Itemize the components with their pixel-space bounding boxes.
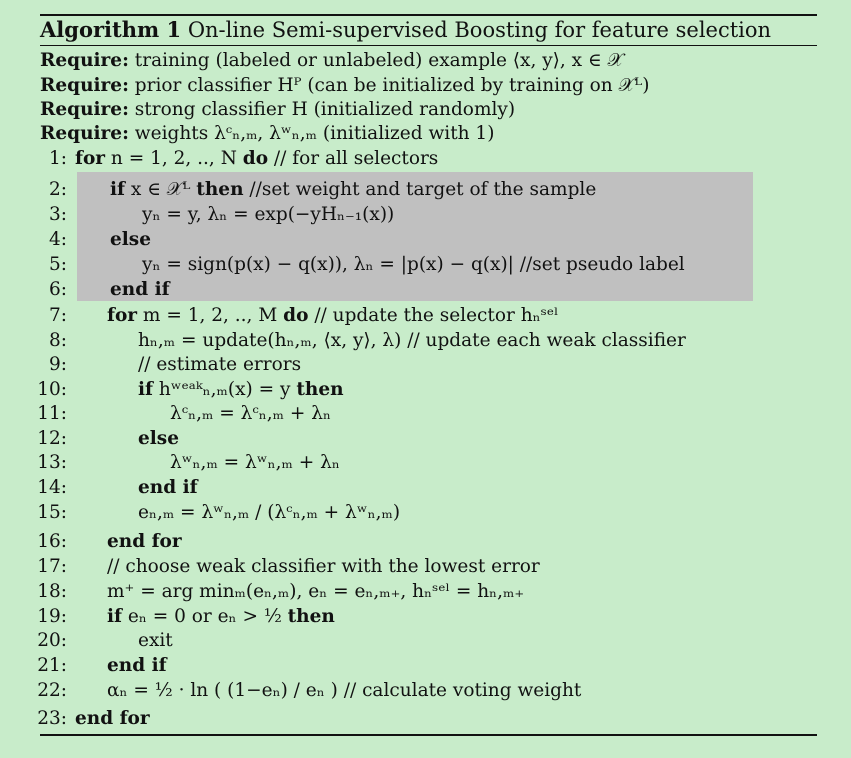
line-code	[138, 328, 686, 353]
algorithm-line	[0, 706, 851, 731]
line-code	[107, 604, 335, 629]
algorithm-line	[0, 177, 851, 202]
algorithm-title-text: On-line Semi-supervised Boosting for feature selection	[187, 18, 772, 42]
keyword: if	[110, 179, 125, 200]
line-code	[138, 628, 173, 653]
statement-text: yₙ = sign(p(x) − q(x)), λₙ = |p(x) − q(x)| //set pseudo label	[142, 254, 685, 275]
line-number: 5:	[48, 254, 67, 275]
keyword: end for	[75, 708, 150, 729]
line-code	[138, 352, 301, 377]
algorithm-line	[0, 401, 851, 426]
line-number: 14:	[37, 477, 67, 498]
keyword: do	[242, 148, 269, 169]
line-number: 17:	[37, 556, 67, 577]
statement-text: // estimate errors	[138, 354, 302, 375]
algorithm-line	[0, 303, 851, 328]
line-code	[107, 303, 559, 328]
require-keyword: Require:	[40, 75, 129, 96]
algorithm-line	[0, 628, 851, 653]
statement-text: m⁺ = arg minₘ(eₙ,ₘ), eₙ = eₙ,ₘ₊, hₙˢᵉˡ = hₙ,ₘ₊	[107, 581, 525, 602]
line-number: 18:	[37, 581, 67, 602]
keyword: do	[283, 305, 309, 326]
line-code	[110, 277, 170, 302]
statement-text: exit	[138, 630, 173, 651]
require-text: training (labeled or unlabeled) example ⟨x, y⟩, x ∈ 𝒳	[134, 50, 624, 71]
line-code	[107, 579, 524, 604]
line-number: 22:	[37, 680, 67, 701]
algorithm-line	[0, 529, 851, 554]
algorithm-line	[0, 579, 851, 604]
algorithm-line	[0, 450, 851, 475]
line-number: 16:	[37, 531, 67, 552]
require-keyword: Require:	[40, 123, 129, 144]
line-code	[142, 252, 685, 277]
algorithm-label: Algorithm 1	[40, 17, 182, 42]
line-number: 8:	[48, 330, 67, 351]
line-number: 1:	[48, 148, 67, 169]
require-keyword: Require:	[40, 50, 129, 71]
line-code	[170, 450, 340, 475]
line-number: 3:	[48, 204, 67, 225]
line-number: 13:	[37, 452, 67, 473]
keyword: then	[196, 179, 244, 200]
statement-text: eₙ,ₘ = λʷₙ,ₘ / (λᶜₙ,ₘ + λʷₙ,ₘ)	[138, 502, 401, 523]
line-number: 15:	[37, 502, 67, 523]
require-line	[40, 73, 649, 98]
statement-text: //set weight and target of the sample	[243, 179, 597, 200]
statement-text: // choose weak classifier with the lowest error	[107, 556, 540, 577]
statement-text: m = 1, 2, .., M	[137, 305, 284, 326]
line-number: 9:	[48, 354, 67, 375]
line-number: 23:	[37, 708, 67, 729]
keyword: then	[296, 379, 344, 400]
algorithm-line	[0, 678, 851, 703]
algorithm-title	[40, 16, 771, 44]
line-code	[107, 529, 182, 554]
line-code	[107, 653, 167, 678]
keyword: end if	[107, 655, 167, 676]
statement-text: // update the selector hₙˢᵉˡ	[308, 305, 559, 326]
keyword: end if	[138, 477, 198, 498]
keyword: if	[138, 379, 153, 400]
line-code	[138, 475, 198, 500]
line-number: 21:	[37, 655, 67, 676]
algorithm-line	[0, 252, 851, 277]
require-text: prior classifier Hᴾ (can be initialized by training on 𝒳ᴸ)	[134, 75, 650, 96]
statement-text: // for all selectors	[268, 148, 439, 169]
require-text: strong classifier H (initialized randomly)	[134, 99, 516, 120]
statement-text: eₙ = 0 or eₙ > ½	[122, 606, 288, 627]
keyword: end if	[110, 279, 170, 300]
line-number: 7:	[48, 305, 67, 326]
require-line	[40, 121, 494, 146]
statement-text: λᶜₙ,ₘ = λᶜₙ,ₘ + λₙ	[170, 403, 331, 424]
algorithm-line	[0, 277, 851, 302]
algorithm-line	[0, 352, 851, 377]
keyword: else	[110, 229, 151, 250]
algorithm-line	[0, 426, 851, 451]
keyword: for	[107, 305, 138, 326]
require-line	[40, 97, 515, 122]
algorithm-line	[0, 202, 851, 227]
line-code	[107, 678, 581, 703]
keyword: else	[138, 428, 179, 449]
statement-text: yₙ = y, λₙ = exp(−yHₙ₋₁(x))	[142, 204, 395, 225]
statement-text: αₙ = ½ · ln ( (1−eₙ) / eₙ ) // calculate voting weight	[107, 680, 582, 701]
line-code	[138, 426, 179, 451]
line-code	[138, 500, 400, 525]
require-line	[40, 48, 623, 73]
line-code	[170, 401, 331, 426]
line-number: 20:	[37, 630, 67, 651]
line-number: 4:	[48, 229, 67, 250]
keyword: end for	[107, 531, 182, 552]
algorithm-line	[0, 328, 851, 353]
line-code	[75, 706, 150, 731]
line-code	[107, 554, 540, 579]
algorithm-line	[0, 554, 851, 579]
line-code	[142, 202, 394, 227]
algorithm-line	[0, 227, 851, 252]
line-number: 10:	[37, 379, 67, 400]
statement-text: n = 1, 2, .., N	[105, 148, 243, 169]
statement-text: hₙ,ₘ = update(hₙ,ₘ, ⟨x, y⟩, λ) // update each weak classifier	[138, 330, 686, 351]
line-code	[75, 146, 438, 171]
statement-text: hʷᵉᵃᵏₙ,ₘ(x) = y	[153, 379, 297, 400]
line-code	[138, 377, 344, 402]
keyword: then	[287, 606, 335, 627]
line-number: 2:	[48, 179, 67, 200]
line-number: 11:	[37, 403, 67, 424]
algorithm-line	[0, 604, 851, 629]
line-number: 12:	[37, 428, 67, 449]
algorithm-line	[0, 146, 851, 171]
line-code	[110, 227, 151, 252]
algorithm-line	[0, 500, 851, 525]
keyword: if	[107, 606, 122, 627]
bottom-rule	[40, 734, 817, 736]
algorithm-line	[0, 377, 851, 402]
statement-text: x ∈ 𝒳ᴸ	[125, 179, 197, 200]
keyword: for	[75, 148, 106, 169]
line-code	[110, 177, 596, 202]
algorithm-line	[0, 475, 851, 500]
statement-text: λʷₙ,ₘ = λʷₙ,ₘ + λₙ	[170, 452, 340, 473]
require-keyword: Require:	[40, 99, 129, 120]
algorithm-line	[0, 653, 851, 678]
title-rule	[40, 45, 817, 46]
line-number: 19:	[37, 606, 67, 627]
line-number: 6:	[48, 279, 67, 300]
require-text: weights λᶜₙ,ₘ, λʷₙ,ₘ (initialized with 1)	[134, 123, 495, 144]
